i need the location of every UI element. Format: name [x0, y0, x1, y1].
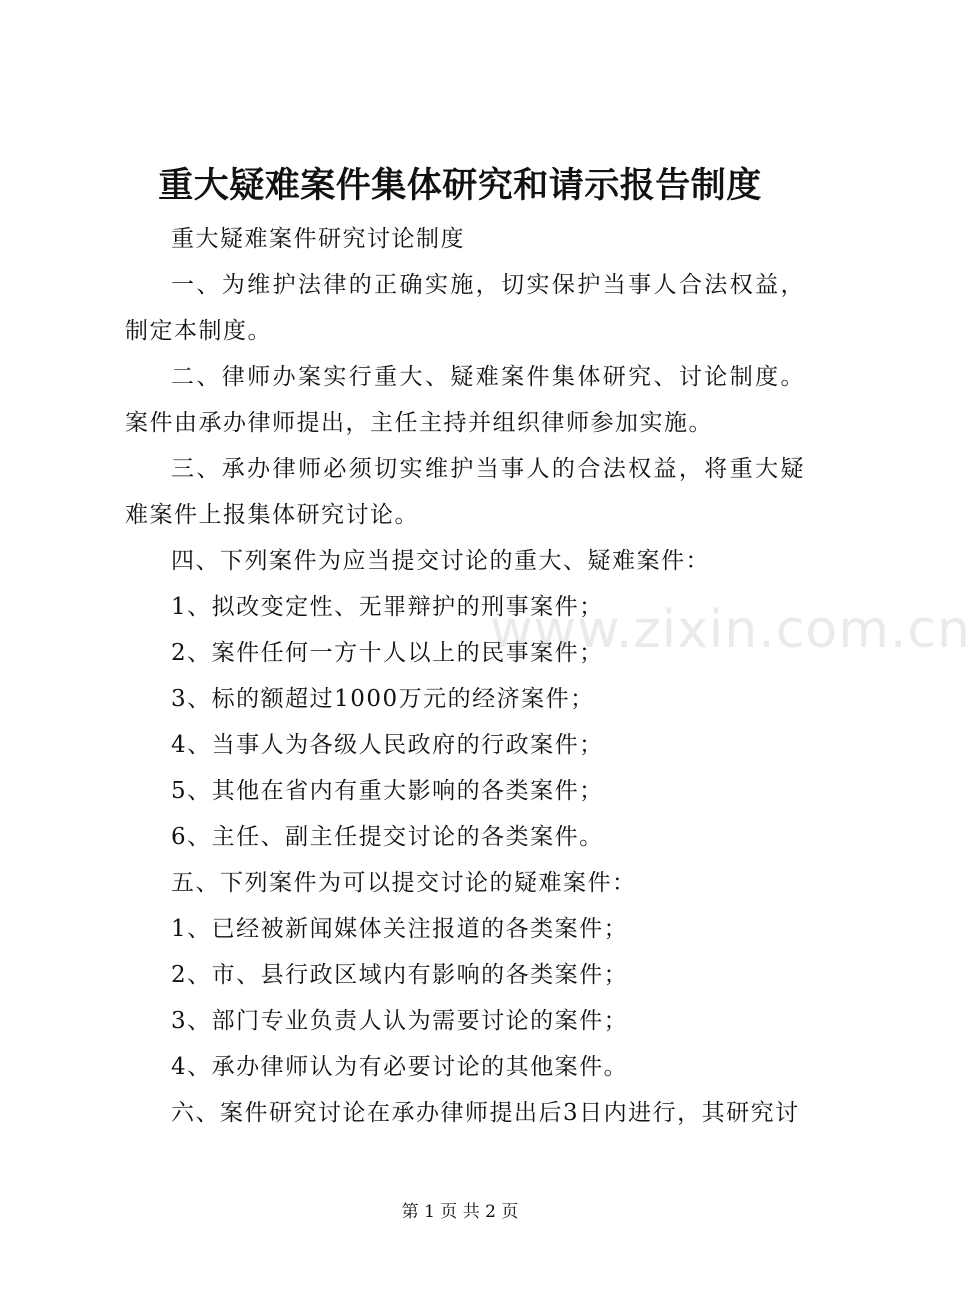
list-item: 3、部门专业负责人认为需要讨论的案件；: [171, 1008, 629, 1034]
page-footer: 第 1 页 共 2 页: [401, 1202, 519, 1222]
document-body: [125, 216, 805, 1136]
list-item: 4、承办律师认为有必要讨论的其他案件。: [171, 1054, 629, 1080]
paragraph-article-6: 六、案件研究讨论在承办律师提出后3日内进行，其研究讨: [171, 1100, 800, 1126]
paragraph-article-4: 四、下列案件为应当提交讨论的重大、疑难案件：: [171, 548, 710, 574]
list-item: 2、案件任何一方十人以上的民事案件；: [171, 640, 604, 666]
paragraph-subtitle: 重大疑难案件研究讨论制度: [171, 226, 465, 252]
paragraph-article-1: 一、为维护法律的正确实施，切实保护当事人合法权益，制定本制度。: [125, 272, 805, 344]
list-item: 5、其他在省内有重大影响的各类案件；: [171, 778, 604, 804]
list-item: 2、市、县行政区域内有影响的各类案件；: [171, 962, 629, 988]
list-item: 1、已经被新闻媒体关注报道的各类案件；: [171, 916, 629, 942]
paragraph-article-2: 二、律师办案实行重大、疑难案件集体研究、讨论制度。案件由承办律师提出，主任主持并组织律师参加实施。: [125, 364, 805, 436]
watermark: www.zixin.com.cn: [490, 600, 971, 660]
paragraph-article-5: 五、下列案件为可以提交讨论的疑难案件：: [171, 870, 637, 896]
document-title: 重大疑难案件集体研究和请示报告制度: [158, 165, 762, 206]
list-item: 3、标的额超过1000万元的经济案件；: [171, 686, 595, 712]
paragraph-article-3: 三、承办律师必须切实维护当事人的合法权益，将重大疑难案件上报集体研究讨论。: [125, 456, 805, 528]
list-item: 6、主任、副主任提交讨论的各类案件。: [171, 824, 604, 850]
list-item: 1、拟改变定性、无罪辩护的刑事案件；: [171, 594, 604, 620]
list-item: 4、当事人为各级人民政府的行政案件；: [171, 732, 604, 758]
